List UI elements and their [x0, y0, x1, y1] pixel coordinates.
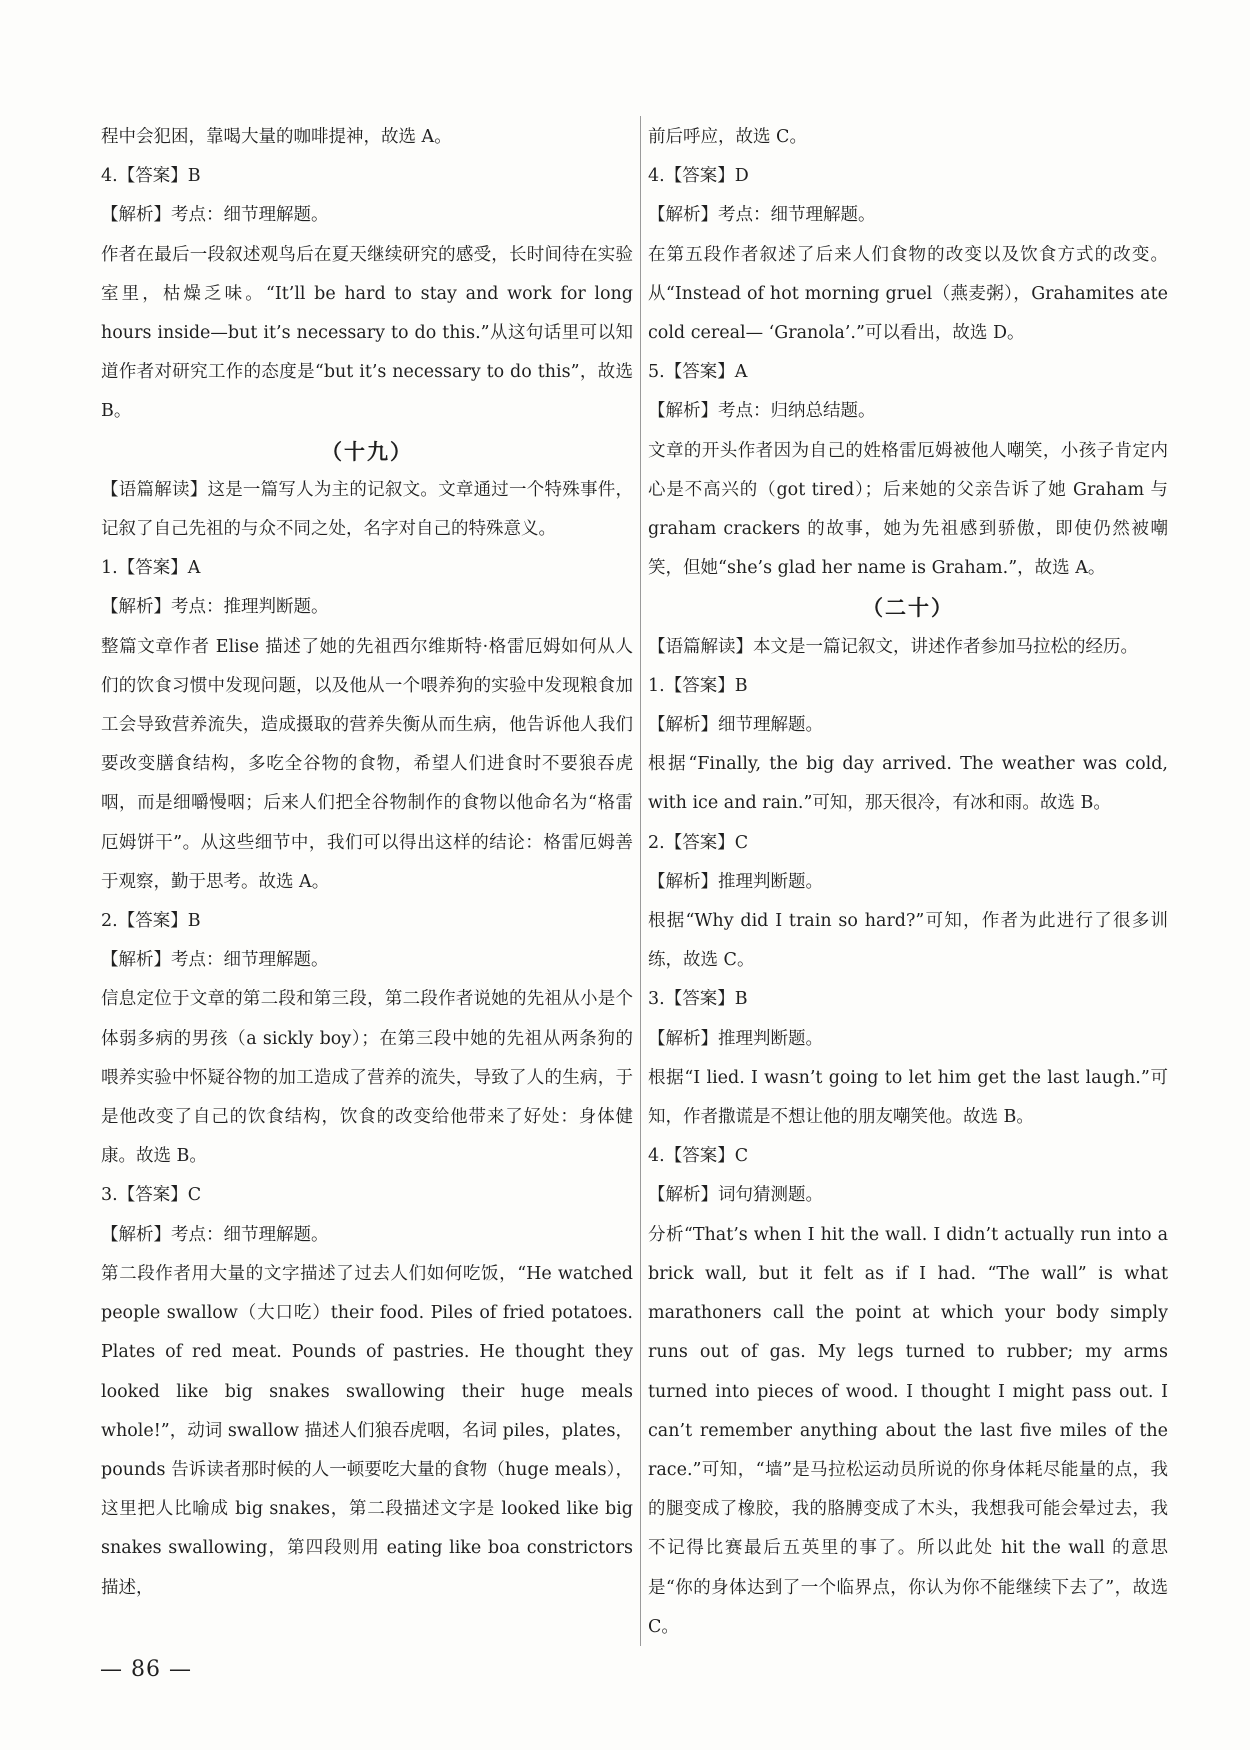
- paragraph: 根据“I lied. I wasn’t going to let him get the last laugh.”可知，作者撒谎是不想让他的朋友嘲笑他。故选 B。: [648, 1067, 1168, 1128]
- section-title-19: （十九）: [321, 438, 413, 464]
- passage-summary: 【语篇解读】本文是一篇记叙文，讲述作者参加马拉松的经历。: [648, 636, 1138, 657]
- right-column: [648, 118, 1168, 1647]
- answer-line: 4.【答案】D: [648, 166, 749, 187]
- analysis-line: 【解析】考点：归纳总结题。: [648, 401, 876, 422]
- answer-line: 2.【答案】B: [101, 911, 201, 932]
- paragraph: 作者在最后一段叙述观鸟后在夏天继续研究的感受，长时间待在实验室里，枯燥乏味。“It’ll be hard to stay and work for long hours inside—but it’s necessary to do this.”从这句话里可以知道作者对研究工作的态度是“but it’s necessary to do this”，故选 B。: [101, 244, 633, 422]
- paragraph: 前后呼应，故选 C。: [648, 127, 807, 147]
- analysis-line: 【解析】考点：细节理解题。: [101, 950, 329, 971]
- answer-line: 3.【答案】C: [101, 1185, 202, 1206]
- paragraph: 在第五段作者叙述了后来人们食物的改变以及饮食方式的改变。从“Instead of hot morning gruel（燕麦粥），Grahamites ate cold cereal— ‘Granola’.”可以看出，故选 D。: [648, 244, 1168, 344]
- analysis-line: 【解析】考点：细节理解题。: [101, 1224, 329, 1245]
- paragraph: 信息定位于文章的第二段和第三段，第二段作者说她的先祖从小是个体弱多病的男孩（a sickly boy）；在第三段中她的先祖从两条狗的喂养实验中怀疑谷物的加工造成了营养的流失，导致了人的生病，于是他改变了自己的饮食结构，饮食的改变给他带来了好处：身体健康。故选 B。: [101, 989, 633, 1167]
- column-divider: [640, 116, 641, 1646]
- paragraph: 第二段作者用大量的文字描述了过去人们如何吃饭，“He watched people swallow（大口吃）their food. Piles of fried potatoes. Plates of red meat. Pounds of pastries. He thought they looked like big snakes swallowing their huge meals whole!”，动词 swallow 描述人们狼吞虎咽，名词 piles，plates，pounds 告诉读者那时候的人一顿要吃大量的食物（huge meals），这里把人比喻成 big snakes，第二段描述文字是 looked like big snakes swallowing，第四段则用 eating like boa constrictors 描述，: [101, 1263, 633, 1598]
- paragraph: 根据“Finally, the big day arrived. The weather was cold, with ice and rain.”可知，那天很冷，有冰和雨。故选 B。: [648, 754, 1168, 814]
- section-title-20: （二十）: [862, 595, 954, 621]
- answer-line: 3.【答案】B: [648, 989, 748, 1010]
- analysis-line: 【解析】考点：细节理解题。: [101, 205, 329, 226]
- answer-line: 4.【答案】C: [648, 1146, 749, 1167]
- answer-line: 5.【答案】A: [648, 362, 748, 383]
- paragraph: 分析“That’s when I hit the wall. I didn’t actually run into a brick wall, but it felt as if I had. “The wall” is what marathoners call the point at which your body simply runs out of gas. My legs turned to rubber; my arms turned into pieces of wood. I thought I might pass out. I can’t remember anything about the last five miles of the race.”可知，“墙”是马拉松运动员所说的你身体耗尽能量的点，我的腿变成了橡胶，我的胳膊变成了木头，我想我可能会晕过去，我不记得比赛最后五英里的事了。所以此处 hit the wall 的意思是“你的身体达到了一个临界点，你认为你不能继续下去了”，故选 C。: [648, 1224, 1168, 1637]
- analysis-line: 【解析】考点：细节理解题。: [648, 205, 876, 226]
- analysis-line: 【解析】词句猜测题。: [648, 1185, 823, 1206]
- analysis-line: 【解析】细节理解题。: [648, 715, 823, 736]
- answer-line: 2.【答案】C: [648, 832, 749, 853]
- left-column: [101, 118, 633, 1608]
- answer-line: 1.【答案】A: [101, 558, 201, 579]
- analysis-line: 【解析】考点：推理判断题。: [101, 597, 329, 618]
- answer-line: 4.【答案】B: [101, 166, 201, 187]
- answer-line: 1.【答案】B: [648, 675, 748, 696]
- page-number: — 86 —: [100, 1657, 192, 1682]
- analysis-line: 【解析】推理判断题。: [648, 871, 823, 892]
- paragraph: 根据“Why did I train so hard?”可知，作者为此进行了很多训练，故选 C。: [648, 911, 1168, 971]
- analysis-line: 【解析】推理判断题。: [648, 1028, 823, 1049]
- passage-summary: 【语篇解读】这是一篇写人为主的记叙文。文章通过一个特殊事件，记叙了自己先祖的与众不同之处，名字对自己的特殊意义。: [101, 479, 633, 540]
- paragraph: 程中会犯困，靠喝大量的咖啡提神，故选 A。: [101, 127, 452, 147]
- paragraph: 文章的开头作者因为自己的姓格雷厄姆被他人嘲笑，小孩子肯定内心是不高兴的（got tired）；后来她的父亲告诉了她 Graham 与 graham crackers 的故事，她为先祖感到骄傲，即使仍然被嘲笑，但她“she’s glad her name is Graham.”，故选 A。: [648, 440, 1168, 579]
- paragraph: 整篇文章作者 Elise 描述了她的先祖西尔维斯特·格雷厄姆如何从人们的饮食习惯中发现问题，以及他从一个喂养狗的实验中发现粮食加工会导致营养流失，造成摄取的营养失衡从而生病，他告诉他人我们要改变膳食结构，多吃全谷物的食物，希望人们进食时不要狼吞虎咽，而是细嚼慢咽；后来人们把全谷物制作的食物以他命名为“格雷厄姆饼干”。从这些细节中，我们可以得出这样的结论：格雷厄姆善于观察，勤于思考。故选 A。: [101, 636, 633, 892]
